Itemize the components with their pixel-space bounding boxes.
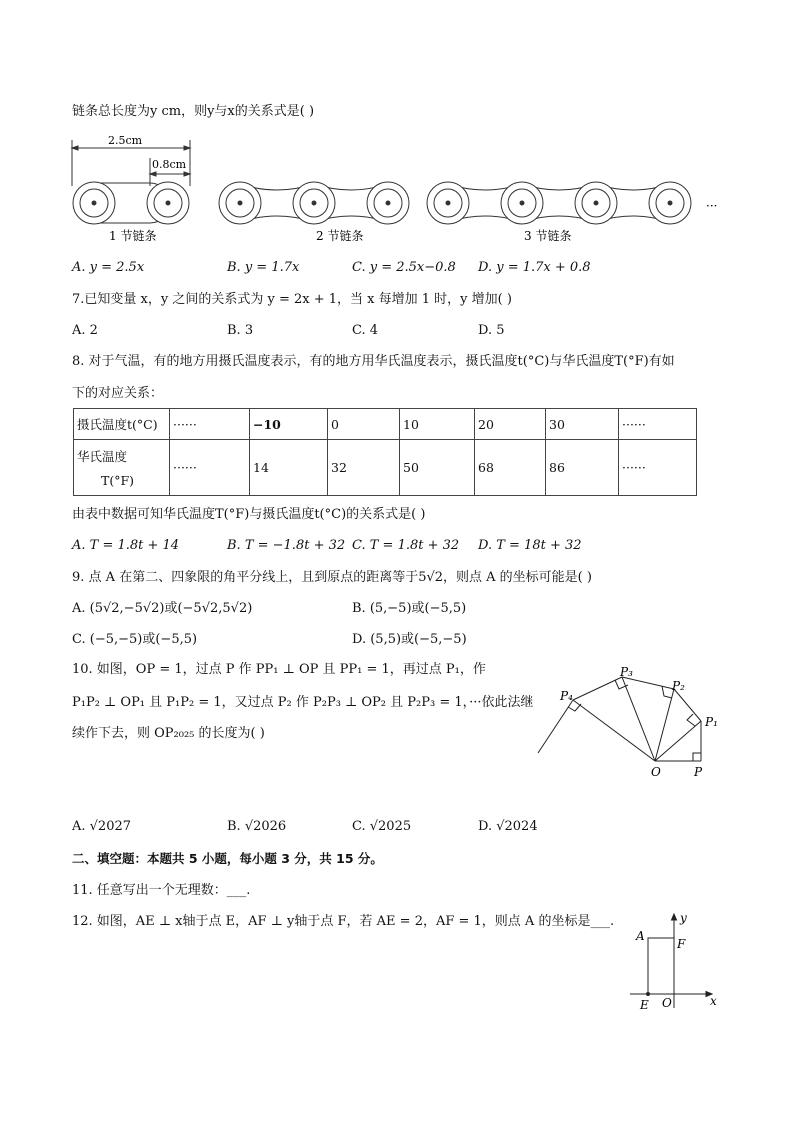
- row-head-fahrenheit-line2: T(°F): [101, 473, 135, 488]
- q8-stem-line2: 下的对应关系：: [72, 386, 164, 401]
- q6-stem: 链条总长度为y cm，则y与x的关系式是( ): [72, 104, 315, 119]
- chain-3: [427, 182, 691, 224]
- chain-label-2: 2 节链条: [316, 229, 364, 243]
- q6-option-d: D. y = 1.7x + 0.8: [478, 260, 591, 275]
- q8-stem-line1: 8. 对于气温，有的地方用摄氏温度表示，有的地方用华氏温度表示，摄氏温度t(°C)与华氏温度T(°F)有如: [72, 354, 675, 369]
- chain-label-3: 3 节链条: [524, 229, 572, 243]
- q9-option-b: B. (5,−5)或(−5,5): [352, 601, 467, 616]
- table-cell: 68: [475, 440, 546, 496]
- q9-option-a: A. (5√2,−5√2)或(−5√2,5√2): [72, 601, 253, 616]
- q10-option-d: D. √2024: [478, 819, 538, 834]
- table-cell: ······: [170, 409, 250, 440]
- q7-stem: 7.已知变量 x，y 之间的关系式为 y = 2x + 1，当 x 每增加 1 时，y 增加( ): [72, 292, 512, 307]
- label-P: P: [694, 765, 703, 779]
- label-P1: P₁: [705, 715, 718, 729]
- table-cell: 86: [546, 440, 619, 496]
- q6-option-c: C. y = 2.5x−0.8: [352, 260, 456, 275]
- table-cell: 0: [328, 409, 400, 440]
- label-O: O: [651, 765, 661, 779]
- row-head-fahrenheit-line1: 华氏温度: [77, 449, 128, 464]
- q10-stem-line2: P₁P₂ ⊥ OP₁ 且 P₁P₂ = 1，又过点 P₂ 作 P₂P₃ ⊥ OP₂ 且 P₂P₃ = 1，···依此法继: [72, 695, 534, 710]
- axis-y-label: y: [680, 911, 687, 925]
- q10-option-c: C. √2025: [352, 819, 412, 834]
- chain-2: [219, 182, 409, 224]
- table-cell: 32: [328, 440, 400, 496]
- row-head-celsius: 摄氏温度t(°C): [74, 409, 170, 440]
- q7-option-c: C. 4: [352, 323, 379, 338]
- chain-label-1: 1 节链条: [109, 229, 157, 243]
- q11-stem: 11. 任意写出一个无理数：___.: [72, 883, 251, 898]
- q8-stem-line3: 由表中数据可知华氏温度T(°F)与摄氏温度t(°C)的关系式是( ): [72, 507, 426, 522]
- coordinate-figure: [626, 908, 726, 1012]
- q8-option-d: D. T = 18t + 32: [478, 538, 582, 553]
- temperature-table: [73, 408, 697, 496]
- label-P3: P₃: [620, 665, 633, 679]
- q8-option-a: A. T = 1.8t + 14: [72, 538, 180, 553]
- table-cell: ······: [170, 440, 250, 496]
- q7-option-b: B. 3: [227, 323, 254, 338]
- chain-figure: [60, 128, 740, 250]
- chain-1: [73, 182, 189, 224]
- table-cell: 14: [250, 440, 328, 496]
- q9-option-c: C. (−5,−5)或(−5,5): [72, 632, 198, 647]
- q8-option-c: C. T = 1.8t + 32: [352, 538, 460, 553]
- dim-total-label: 2.5cm: [108, 134, 143, 147]
- q7-option-a: A. 2: [72, 323, 98, 338]
- q8-option-b: B. T = −1.8t + 32: [227, 538, 346, 553]
- table-row: [74, 409, 697, 440]
- q6-option-b: B. y = 1.7x: [227, 260, 300, 275]
- label-E: E: [640, 998, 649, 1012]
- q7-option-d: D. 5: [478, 323, 505, 338]
- row-head-fahrenheit: [74, 440, 170, 496]
- table-cell: −10: [250, 409, 328, 440]
- q6-option-a: A. y = 2.5x: [72, 260, 145, 275]
- q10-option-b: B. √2026: [227, 819, 287, 834]
- q12-stem: 12. 如图，AE ⊥ x轴于点 E，AF ⊥ y轴于点 F，若 AE = 2，AF = 1，则点 A 的坐标是___.: [72, 914, 615, 929]
- q9-option-d: D. (5,5)或(−5,−5): [352, 632, 467, 647]
- q10-stem-line3: 续作下去，则 OP₂₀₂₅ 的长度为( ): [72, 726, 265, 741]
- label-F: F: [677, 937, 686, 951]
- dim-link-label: 0.8cm: [152, 158, 187, 171]
- table-cell: ······: [619, 440, 697, 496]
- spiral-figure: [530, 660, 730, 782]
- table-cell: 10: [400, 409, 475, 440]
- label-O: O: [662, 996, 672, 1010]
- q10-option-a: A. √2027: [72, 819, 132, 834]
- table-cell: 30: [546, 409, 619, 440]
- chain-ellipsis: ···: [706, 199, 718, 213]
- label-P2: P₂: [672, 679, 685, 693]
- table-cell: 50: [400, 440, 475, 496]
- table-cell: ······: [619, 409, 697, 440]
- q10-stem-line1: 10. 如图，OP = 1，过点 P 作 PP₁ ⊥ OP 且 PP₁ = 1，再过点 P₁，作: [72, 662, 486, 677]
- section-2-heading: 二、填空题：本题共 5 小题，每小题 3 分，共 15 分。: [72, 851, 383, 866]
- label-P4: P₄: [560, 689, 573, 703]
- table-cell: 20: [475, 409, 546, 440]
- table-row: [74, 440, 697, 496]
- label-A: A: [636, 929, 645, 943]
- axis-x-label: x: [710, 994, 717, 1008]
- q9-stem: 9. 点 A 在第二、四象限的角平分线上，且到原点的距离等于5√2，则点 A 的坐标可能是( ): [72, 570, 592, 585]
